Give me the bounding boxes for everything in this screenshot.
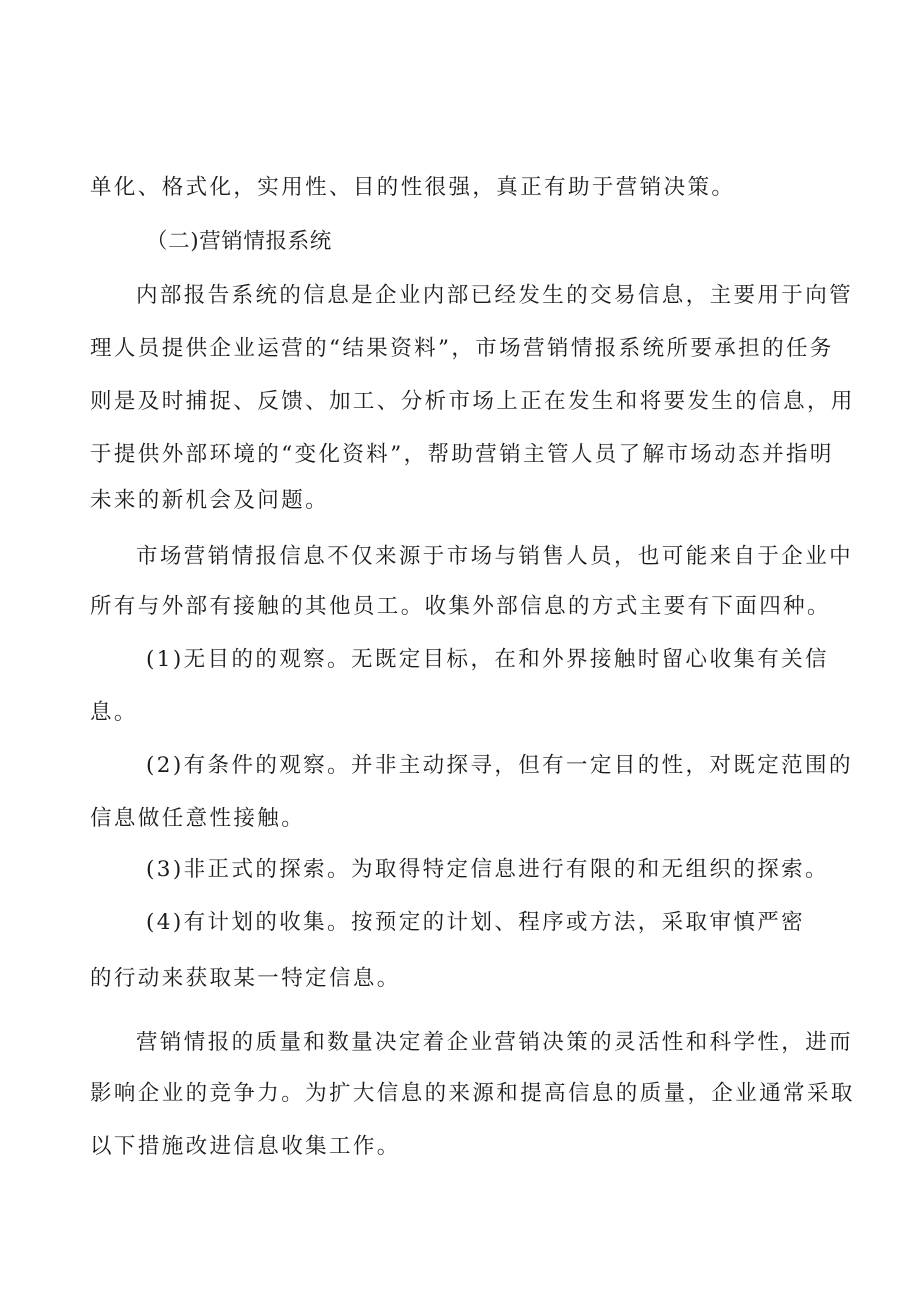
list-item-4: (4)有计划的收集。按预定的计划、程序或方法，采取审慎严密: [146, 910, 806, 935]
text-line-9: 所有与外部有接触的其他员工。收集外部信息的方式主要有下面四种。: [90, 594, 831, 619]
list-item-1-cont: 息。: [90, 700, 138, 725]
text-line-17: 营销情报的质量和数量决定着企业营销决策的灵活性和科学性，进而: [136, 1030, 854, 1055]
list-item-3: (3)非正式的探索。为取得特定信息进行有限的和无组织的探索。: [146, 857, 829, 882]
list-item-1: (1)无目的的观察。无既定目标，在和外界接触时留心收集有关信: [146, 647, 829, 672]
text-line-1: 单化、格式化，实用性、目的性很强，真正有助于营销决策。: [90, 175, 736, 200]
text-line-6: 于提供外部环境的“变化资料”，帮助营销主管人员了解市场动态并指明: [90, 442, 834, 467]
text-line-7: 未来的新机会及问题。: [90, 488, 330, 513]
text-line-4: 理人员提供企业运营的“结果资料”，市场营销情报系统所要承担的任务: [90, 336, 834, 361]
text-line-5: 则是及时捕捉、反馈、加工、分析市场上正在发生和将要发生的信息，用: [90, 389, 855, 414]
list-item-4-cont: 的行动来获取某一特定信息。: [90, 966, 401, 991]
text-line-8: 市场营销情报信息不仅来源于市场与销售人员，也可能来自于企业中: [136, 544, 854, 569]
text-line-3: 内部报告系统的信息是企业内部已经发生的交易信息，主要用于向管: [136, 283, 854, 308]
text-line-19: 以下措施改进信息收集工作。: [90, 1134, 401, 1159]
list-item-2-cont: 信息做任意性接触。: [90, 806, 306, 831]
list-item-2: (2)有条件的观察。并非主动探寻，但有一定目的性，对既定范围的: [146, 753, 853, 778]
text-line-18: 影响企业的竞争力。为扩大信息的来源和提高信息的质量，企业通常采取: [90, 1081, 855, 1106]
section-heading: （二)营销情报系统: [146, 229, 332, 254]
